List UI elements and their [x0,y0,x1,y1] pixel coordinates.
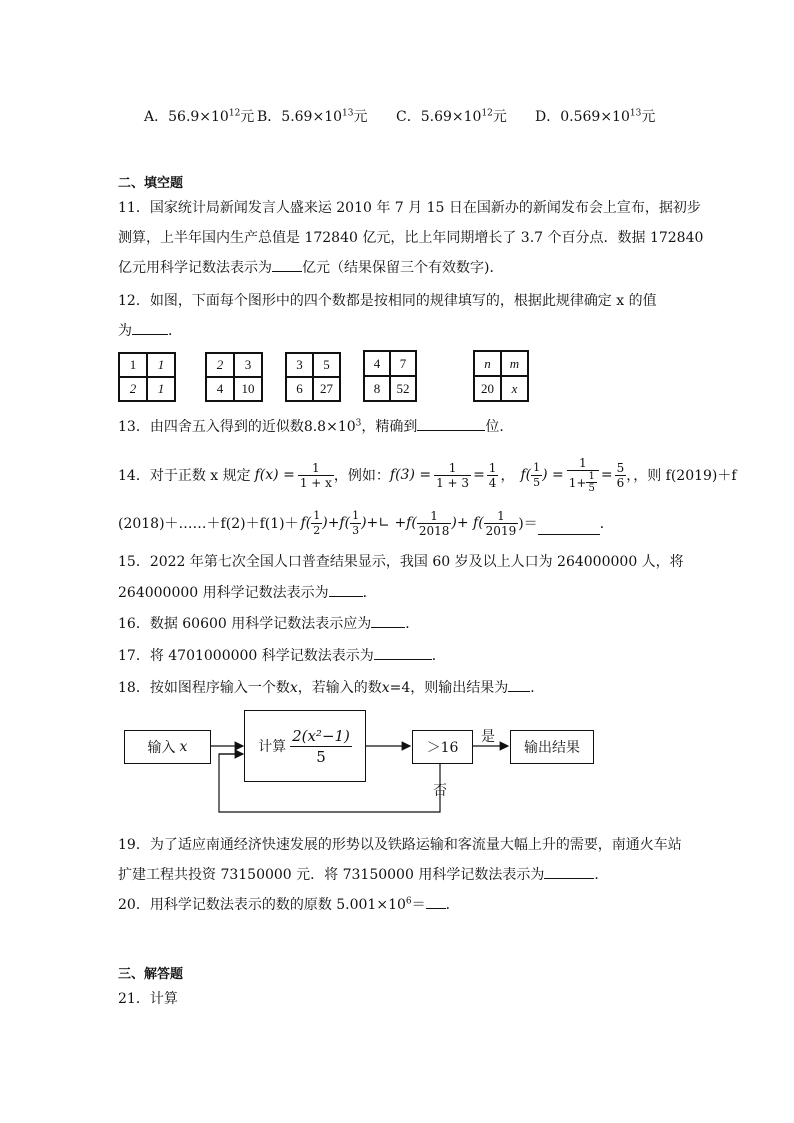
option-b [257,106,367,126]
q18-post: ． [530,680,545,696]
q16-pre: 16．数据 60600 用科学记数法表示应为 [118,616,372,632]
option-a-value: 56.9×10 [168,109,229,125]
section-title-fill-in: 二、填空题 [118,176,184,191]
answer-blank[interactable] [329,583,363,597]
q14-plus-f: )+ f( [451,515,484,531]
grid-cell: 2 [119,377,147,401]
fraction [417,509,452,538]
q13-mid: ，精确到 [361,419,418,435]
q20-pre: 20．用科学记数法表示的数的原数 5.001×10 [118,897,406,913]
q13-pre: 13．由四舍五入得到的近似数 [118,419,304,435]
q11-line1: 11．国家统计局新闻发言人盛来运 2010 年 7 月 15 日在国新办的新闻发布会上宣布，据初步 [118,200,701,216]
answer-blank[interactable] [371,614,405,628]
grid-cell: 20 [474,376,501,401]
option-b-value: 5.69×10 [281,109,343,125]
fraction-denominator: 2018 [418,523,450,538]
number-grid-1 [118,352,176,402]
q15-line1: 15．2022 年第七次全国人口普查结果显示，我国 60 岁及以上人口为 264000000 人，将 [118,554,684,570]
q11-line3-post: 亿元（结果保留三个有效数字)． [302,260,504,276]
fraction-denominator: 5 [588,483,595,494]
q20-post: ． [445,897,460,913]
answer-blank[interactable] [132,321,168,335]
option-d [535,106,655,126]
q14-f: f( [300,515,312,531]
q13-post: 位． [485,419,514,435]
grid-cell: m [501,351,528,376]
q19-line2-post: ． [594,867,609,883]
q17 [118,645,446,665]
option-d-label: D． [535,109,561,125]
q11-line3 [118,257,503,277]
grid-cell: 2 [206,353,234,377]
fraction-numerator: 1 [588,471,595,482]
flow-compute-label: 计算 [258,739,287,755]
q14-eq: )＝ [518,516,538,532]
fraction-numerator: 1 [313,508,321,522]
flow-output-box: 输出结果 [510,730,594,764]
grid-cell: n [474,351,501,376]
q15-line2-pre: 264000000 用科学记数法表示为 [118,585,329,601]
grid-cell: 1 [147,353,175,377]
grid-cell: 5 [313,353,340,377]
q14-end: ． [599,516,614,532]
option-c [396,106,507,126]
grid-cell: 6 [286,377,313,401]
q11-line2: 测算，上半年国内生产总值是 172840 亿元，比上年同期增长了 3.7 个百分点．数据 172840 [118,230,704,246]
grid-cell: 27 [313,377,340,401]
q14-line2 [118,503,614,543]
flow-no-label: 否 [433,783,447,799]
q18 [118,677,544,697]
option-c-exp: 12 [481,108,493,119]
fraction [531,461,542,490]
fraction-numerator: 1 [298,461,334,476]
option-c-label: C． [396,109,421,125]
q17-pre: 17．将 4701000000 科学记数法表示为 [118,648,374,664]
grid-cell: 1 [119,353,147,377]
grid-cell: x [501,376,528,401]
fraction [434,461,471,490]
q13 [118,416,513,436]
q21: 21．计算 [118,991,178,1007]
q14-ex2-mid: ) = [542,467,564,483]
fraction-denominator: 5 [533,475,541,489]
grid-cell: 1 [147,377,175,401]
fraction-denominator: 1 + 3 [436,475,470,490]
q16-post: ． [405,616,420,632]
option-a-exp: 12 [228,108,241,119]
fraction-denominator: 4 [488,475,497,490]
option-c-value: 5.69×10 [420,109,482,125]
q20-mid: ＝ [411,897,426,913]
q14-line1: 14．对于正数 x 规定 f(x) = $\frac{1}{1 + x}$ ，例如： f(3) = $\frac{1}{1 + 3}$ = $\frac{1}{4}$ ， f( $\frac{1}{5}$ ) = 1 1+ $\frac{1}{5}$ = $\frac{5}{6}$ ，，则 f(2019)＋f [118,456,737,494]
option-a [144,106,254,126]
q13-exp: 3 [355,418,362,429]
q14-dots: )+∟ +f( [361,515,417,531]
fraction-denominator: 2019 [485,523,517,538]
fraction-numerator: 2(x²−1) [292,726,350,745]
answer-blank[interactable] [544,865,594,879]
option-d-unit: 元 [641,109,656,125]
flow-test-box: ＞16 [412,730,473,764]
fraction-denominator: 2 [313,523,321,537]
fraction-denominator: 6 [616,475,625,490]
grid-cell: 7 [390,351,416,376]
q19-line2 [118,864,608,884]
q20 [118,894,460,914]
option-d-value: 0.569×10 [560,109,630,125]
q12-line2-post: ． [168,323,182,339]
flow-input-var: x [179,739,188,755]
grid-cell: 4 [206,377,234,401]
grid-cell: 10 [234,377,262,401]
fraction [298,461,334,490]
complex-fraction [567,456,599,494]
q19-line2-pre: 扩建工程共投资 73150000 元．将 73150000 用科学记数法表示为 [118,867,545,883]
fraction [290,726,352,767]
fraction [487,461,499,490]
option-b-exp: 13 [342,108,354,119]
q14-eg: ，例如： [333,468,390,484]
q17-post: ． [431,648,446,664]
q12-line2-pre: 为 [118,323,132,339]
fraction-numerator: 1 [434,461,471,476]
fraction-numerator: 1 [484,509,519,524]
number-grid-3 [285,352,341,402]
q19-line1: 19．为了适应南通经济快速发展的形势以及铁路运输和客流量大幅上升的需要，南通火车站 [118,837,682,853]
fraction-numerator: 1 [417,509,452,524]
answer-blank[interactable] [417,417,485,431]
q14-pre: 14．对于正数 x 规定 [118,468,251,484]
number-grid-2 [205,352,263,402]
fraction-numerator: 5 [616,460,625,475]
fraction-denominator [567,471,599,494]
q18-mid: ，若输入的数 [297,680,382,696]
option-c-unit: 元 [492,109,507,125]
q14-tail: ，，则 f(2019)＋f [626,468,737,484]
q14-def-lhs: f(x) = [254,467,295,483]
flow-yes-label: 是 [481,729,495,745]
fraction-numerator: 1 [533,460,541,474]
answer-blank[interactable] [508,678,530,692]
q14-line2-pre: (2018)＋……＋f(2)＋f(1)＋ [118,516,299,532]
option-b-label: B． [257,109,282,125]
grid-cell: 3 [234,353,262,377]
grid-cell: 3 [286,353,313,377]
q18-pre: 18．按如图程序输入一个数 [118,680,290,696]
answer-blank[interactable] [426,895,446,909]
option-a-unit: 元 [240,109,255,125]
q13-number: 8.8×10 [303,419,356,435]
number-grid-4 [363,350,417,402]
q18-var: x [289,680,298,696]
q18-var2: x [381,680,390,696]
q20-exp: 6 [405,896,412,907]
den-prefix: 1+ [568,475,587,490]
q12-line2 [118,320,182,340]
grid-cell: 52 [390,376,416,401]
q14-plus-f: )+f( [322,515,351,531]
q16 [118,613,419,633]
fraction-denominator: 5 [316,747,326,766]
flow-input-label: 输入 [147,740,176,756]
section-title-solve: 三、解答题 [118,967,184,982]
option-a-label: A． [144,109,169,125]
answer-blank[interactable] [272,258,302,272]
option-b-unit: 元 [353,109,368,125]
flow-input-box [124,730,211,764]
option-d-exp: 13 [629,108,642,119]
number-grid-5 [473,350,529,402]
fraction [586,471,596,494]
fraction-numerator: 1 [567,456,599,471]
fraction [484,509,519,538]
q11-line3-pre: 亿元用科学记数法表示为 [118,260,272,276]
flow-compute-box [244,710,366,782]
q14-ex1-lhs: f(3) = [389,467,432,483]
q18-cond: =4，则输出结果为 [389,680,509,696]
answer-blank[interactable] [374,646,432,660]
grid-cell: 8 [364,376,390,401]
fraction [615,461,627,490]
q15-line2-post: ． [362,585,377,601]
equals-sign: = [600,467,613,483]
q15-line2 [118,582,377,602]
answer-blank[interactable] [538,521,600,535]
fraction-numerator: 1 [488,460,497,475]
q14-ex2-lhs: f( [520,467,532,483]
fraction-denominator: 3 [352,523,360,537]
grid-cell: 4 [364,351,390,376]
fraction [350,509,361,538]
fraction [311,509,322,538]
fraction-numerator: 1 [352,508,360,522]
fraction-denominator: 1 + x [299,475,332,490]
equals-sign: = [473,467,485,483]
q12-line1: 12．如图，下面每个图形中的四个数都是按相同的规律填写的，根据此规律确定 x 的值 [118,293,657,309]
